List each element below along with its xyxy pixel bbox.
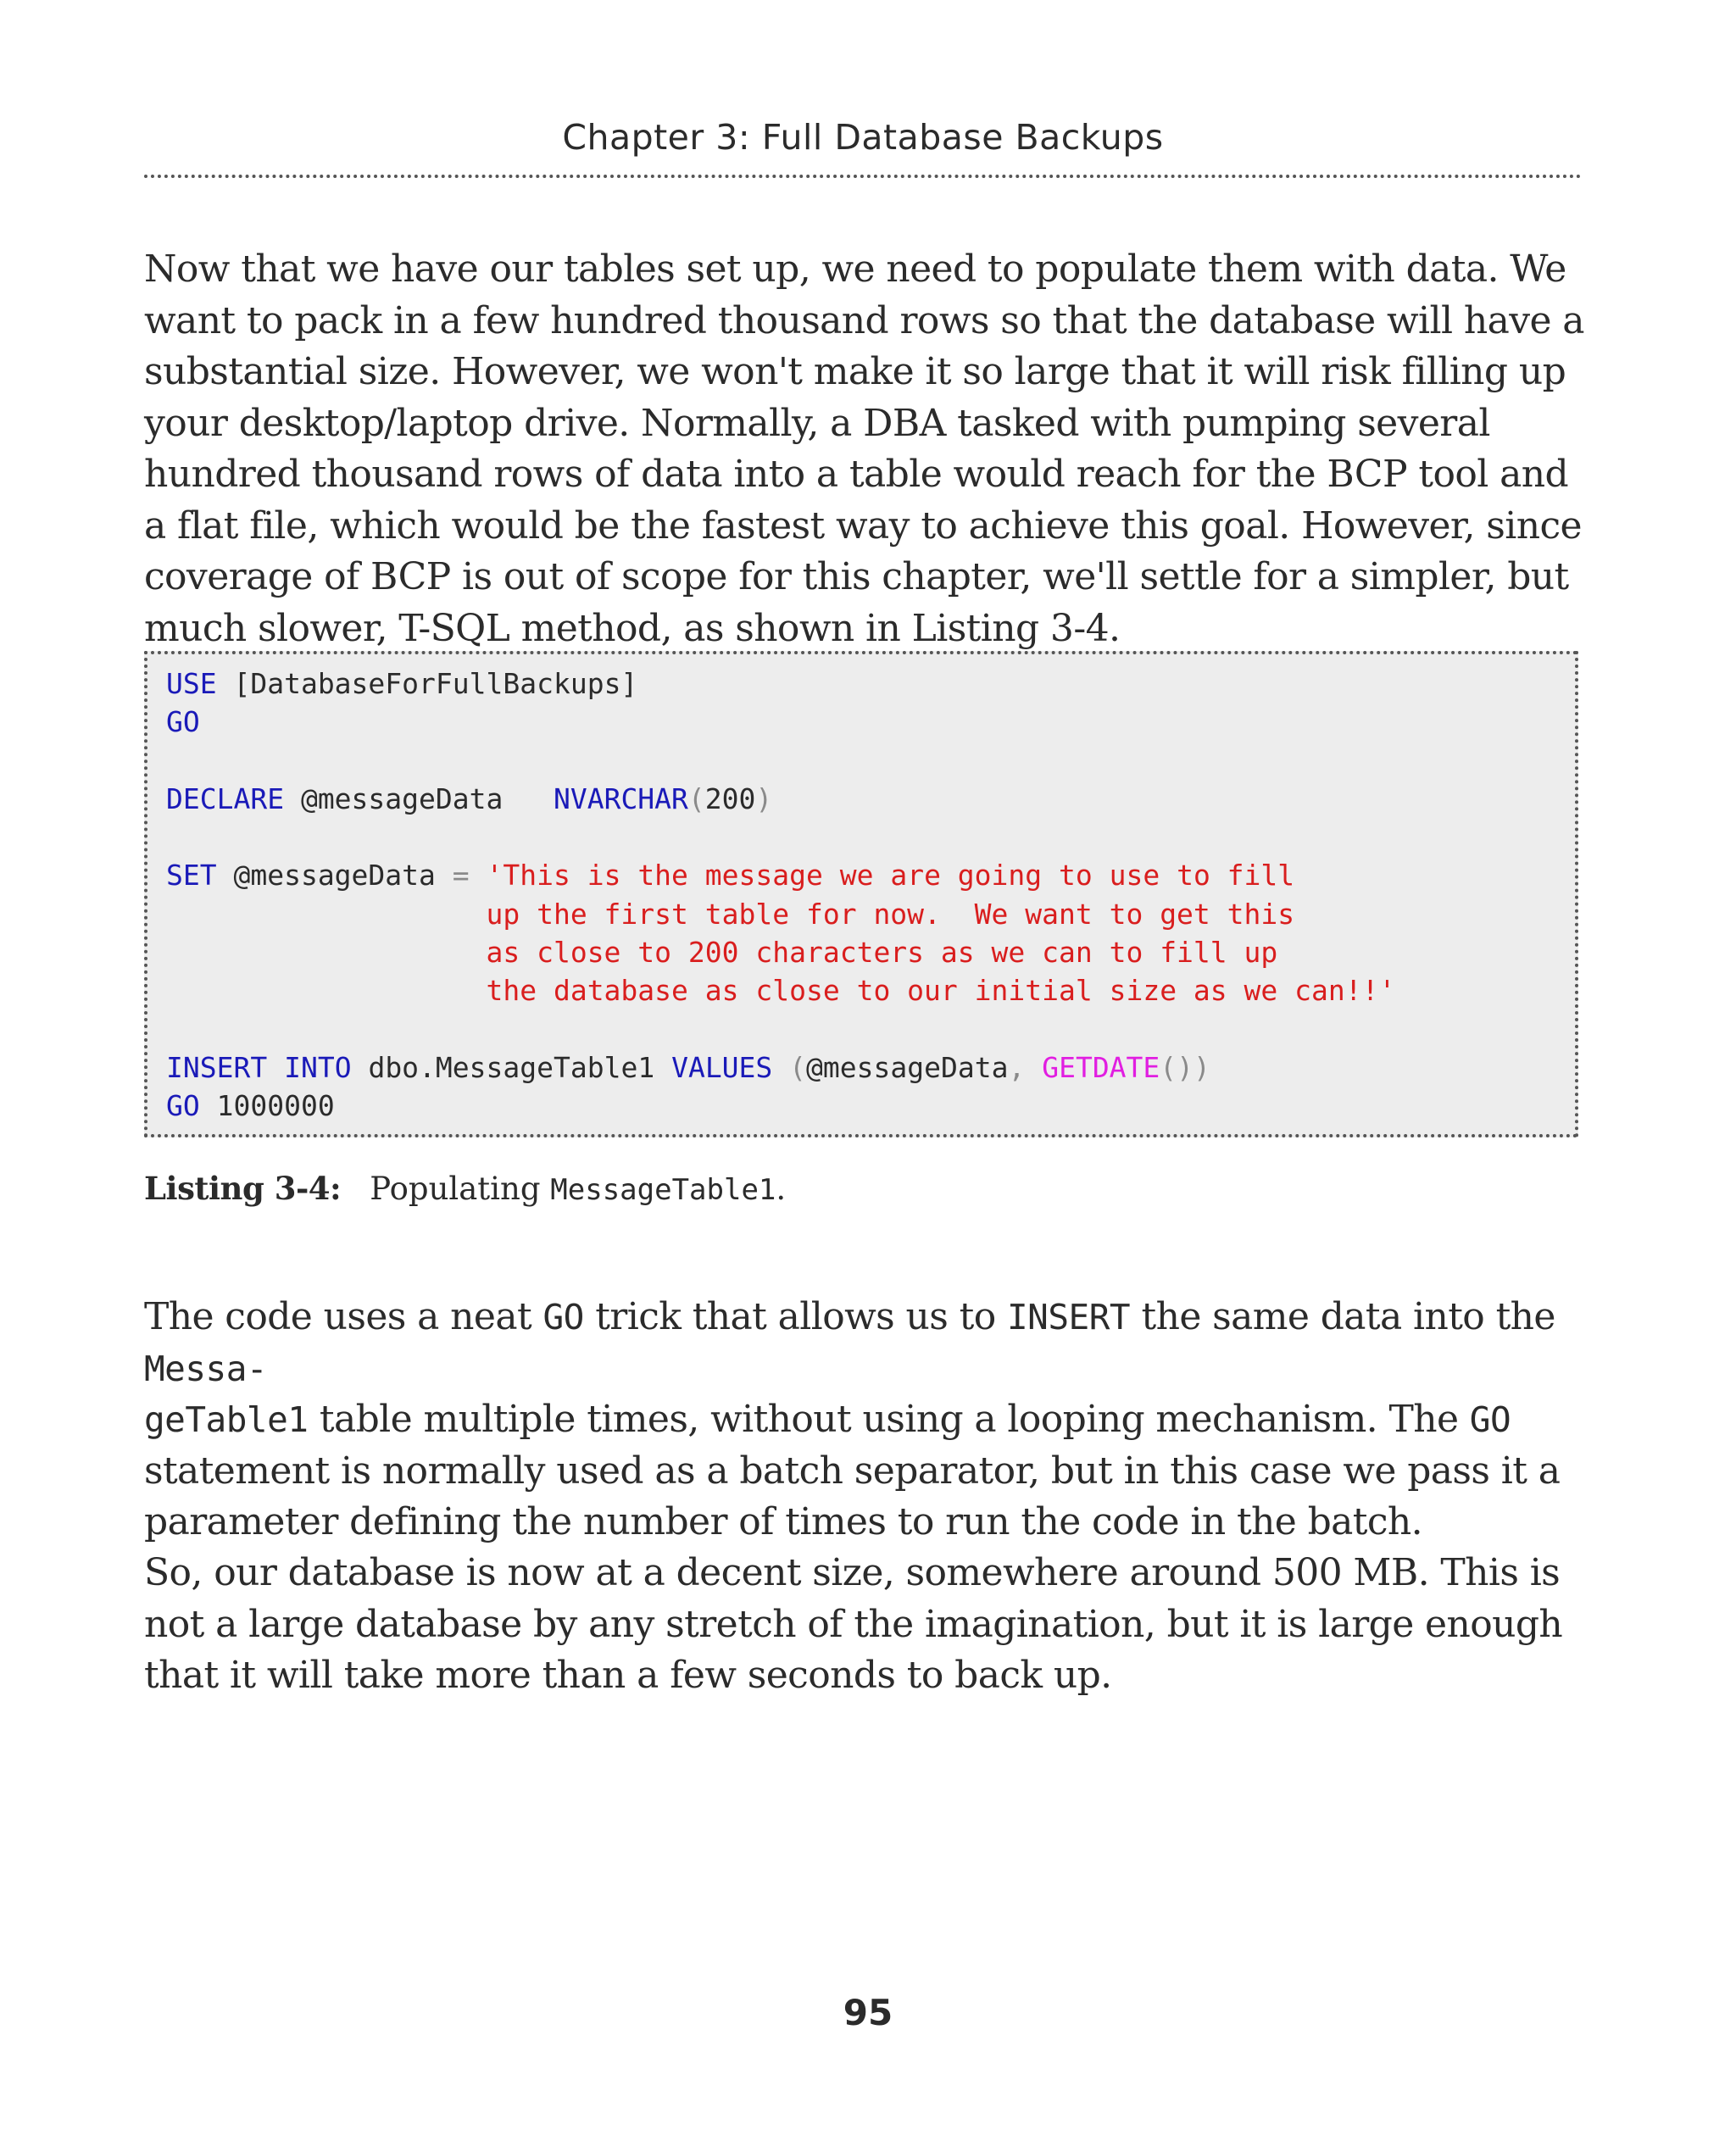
code-line-11	[166, 1048, 1395, 1087]
code-keyword: SET	[166, 859, 217, 893]
code-paren: (	[687, 781, 705, 815]
code-keyword: DECLARE	[166, 781, 285, 815]
caption-label: Listing 3-4:	[144, 1170, 342, 1207]
code-type: NVARCHAR	[553, 781, 688, 815]
code-paren: (	[772, 1050, 807, 1084]
running-header: Chapter 3: Full Database Backups	[562, 117, 1164, 158]
caption-period: .	[776, 1171, 787, 1207]
page-number: 95	[843, 1992, 893, 2033]
code-line-4	[166, 780, 1395, 818]
code-text: [DatabaseForFullBackups]	[216, 667, 638, 700]
code-line-9	[166, 971, 1395, 1009]
code-string: up the first table for now. We want to get this	[166, 897, 1295, 931]
text-run: trick that allows us to	[583, 1295, 1007, 1338]
caption-text: Populating	[370, 1171, 551, 1207]
paragraph-database-size: So, our database is now at a decent size, somewhere around 500 MB. This is not a large database by any stretch of the imagination, but it is large enough that it will take more than a few seconds to back up.	[144, 1551, 1563, 1697]
code-line-7	[166, 895, 1395, 933]
code-line-8	[166, 933, 1395, 971]
code-string: the database as close to our initial size as we can!!'	[166, 974, 1396, 1008]
inline-code: GO	[542, 1297, 584, 1337]
inline-code: Messa-	[144, 1348, 268, 1389]
code-function: GETDATE	[1025, 1050, 1160, 1084]
paragraph-intro: Now that we have our tables set up, we need to populate them with data. We want to pack in a few hundred thousand rows so that the database will have a substantial size. However, we won't make it so large that it will risk filling up your desktop/laptop drive. Normally, a DBA tasked with pumping several hundred thousand rows of data into a table would reach for the BCP tool and a flat file, which would be the fastest way to achieve this goal. However, since coverage of BCP is out of scope for this chapter, we'll settle for a simpler, but much slower, T-SQL method, as shown in Listing 3-4.	[144, 247, 1584, 650]
code-number: 1000000	[199, 1089, 335, 1123]
code-variable: @messageData	[806, 1050, 1009, 1084]
code-operator: =	[452, 859, 470, 893]
text-run: the same data into the	[1130, 1295, 1555, 1338]
code-keyword: USE	[166, 667, 217, 700]
paragraph-go-trick	[144, 1292, 1585, 1549]
code-line-5	[166, 818, 1395, 856]
code-variable: @messageData	[284, 781, 554, 815]
header-divider	[144, 175, 1582, 178]
code-keyword: INTO	[284, 1050, 352, 1084]
text-run: statement is normally used as a batch separator, but in this case we pass it a parameter defining the number of times to run the code in the batch.	[144, 1449, 1561, 1543]
code-comma: ,	[1008, 1050, 1026, 1084]
code-paren: ())	[1160, 1050, 1210, 1084]
listing-caption	[144, 1170, 1585, 1207]
code-line-2	[166, 703, 1395, 741]
code-keyword: INSERT	[166, 1050, 268, 1084]
code-keyword: VALUES	[671, 1050, 773, 1084]
code-line-10	[166, 1010, 1395, 1048]
caption-code: MessageTable1	[550, 1173, 776, 1207]
code-line-12	[166, 1087, 1395, 1125]
code-keyword: GO	[166, 1089, 200, 1123]
code-string: 'This is the message we are going to use to fill	[469, 859, 1295, 893]
text-run: The code uses a neat	[144, 1295, 543, 1338]
code-line-1	[166, 665, 1395, 703]
code-variable: @messageData	[216, 859, 453, 893]
code-keyword: GO	[166, 705, 200, 739]
text-run: table multiple times, without using a looping mechanism. The	[308, 1398, 1470, 1441]
code-listing	[166, 665, 1395, 1126]
code-line-3	[166, 742, 1395, 780]
code-line-6	[166, 856, 1395, 894]
code-table-name: dbo.MessageTable1	[351, 1050, 672, 1084]
code-number: 200	[704, 781, 756, 815]
inline-code: INSERT	[1007, 1297, 1131, 1337]
code-string: as close to 200 characters as we can to fill up	[166, 936, 1278, 970]
inline-code: geTable1	[144, 1399, 309, 1440]
code-paren: )	[755, 781, 773, 815]
inline-code: GO	[1469, 1399, 1511, 1440]
